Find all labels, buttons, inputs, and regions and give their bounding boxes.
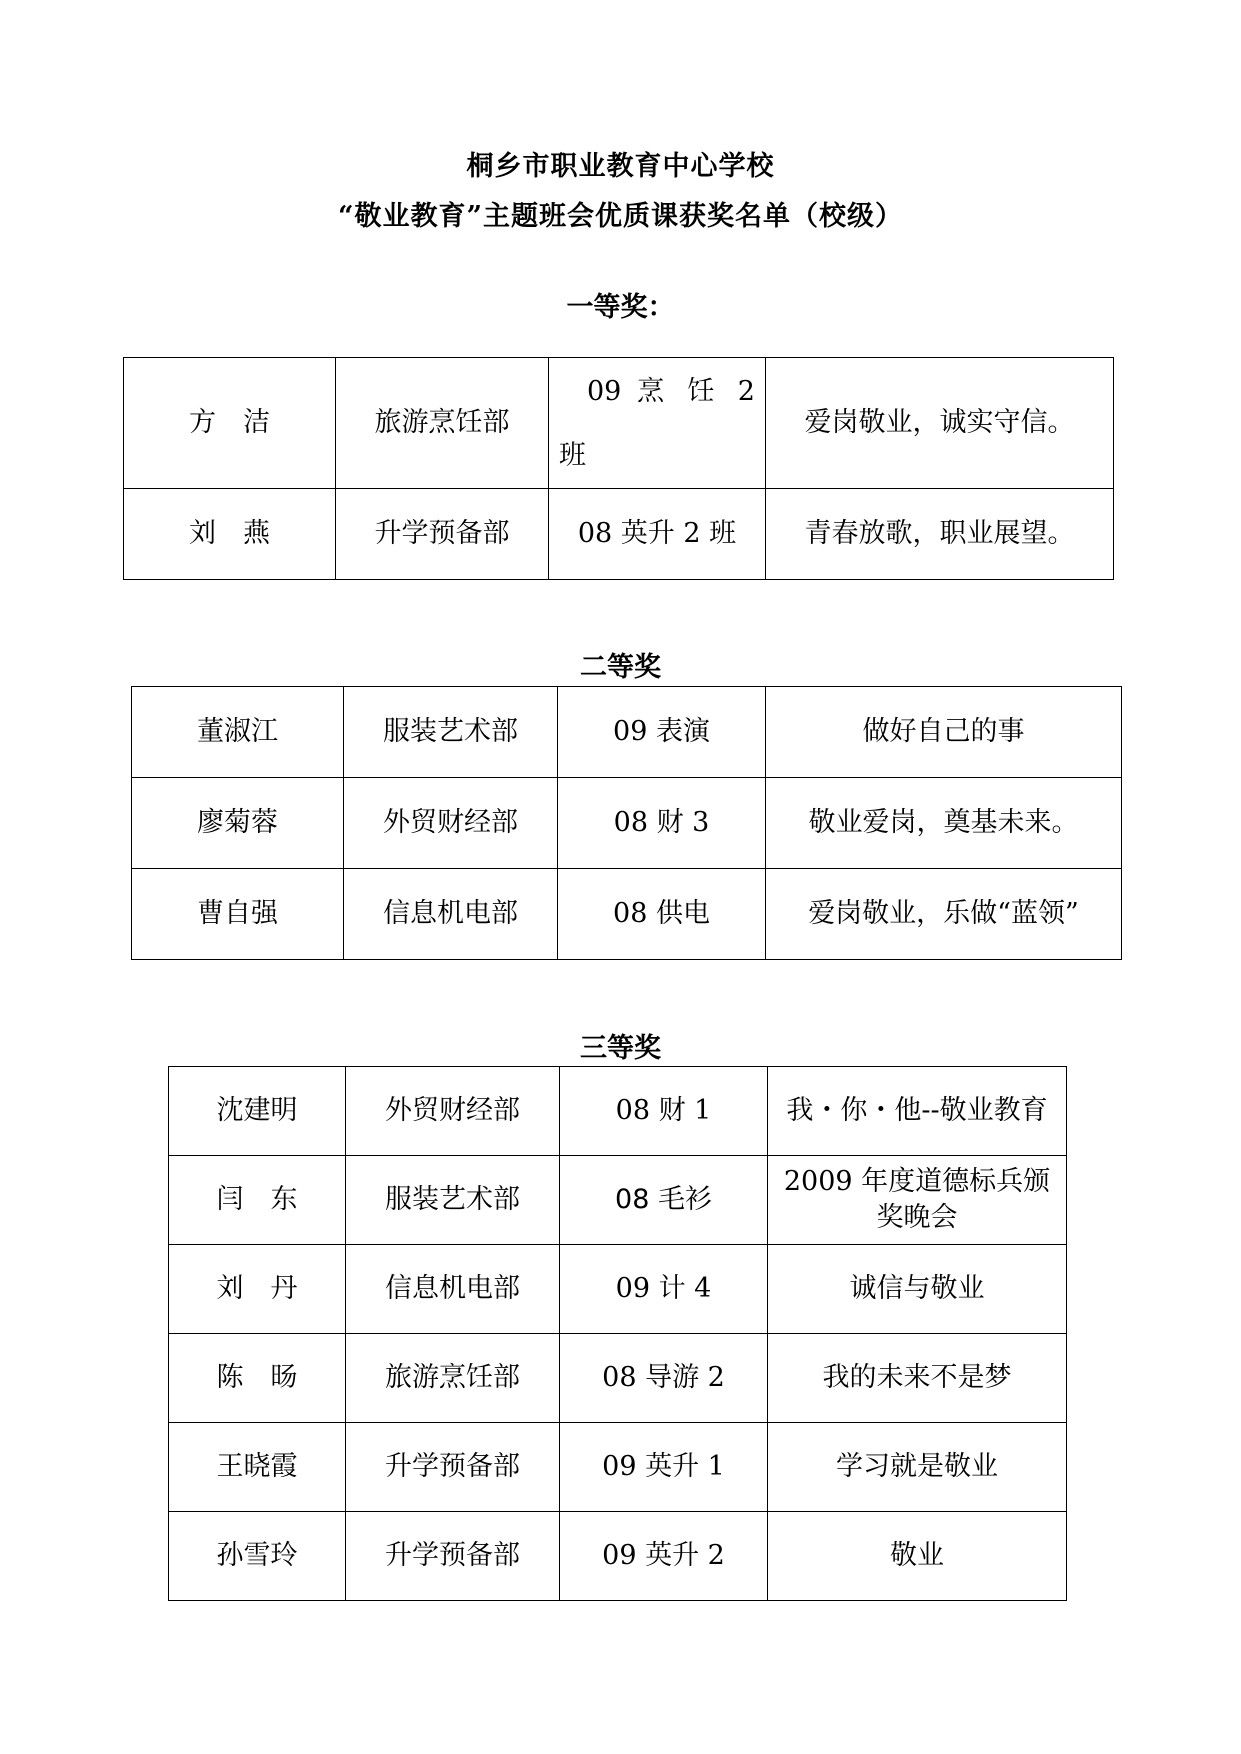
lesson-topic: 我的未来不是梦 xyxy=(768,1334,1067,1423)
department: 升学预备部 xyxy=(346,1423,560,1512)
second-prize-table xyxy=(131,686,1122,960)
second-prize-heading: 二等奖 xyxy=(580,652,661,683)
winner-name: 曹自强 xyxy=(132,869,344,960)
class-name: 09 烹 饪 2 班 xyxy=(549,358,766,489)
lesson-topic: 敬业 xyxy=(768,1512,1067,1601)
table-row xyxy=(132,778,1122,869)
department: 升学预备部 xyxy=(336,489,549,580)
lesson-topic: 2009 年度道德标兵颁奖晚会 xyxy=(768,1156,1067,1245)
department: 服装艺术部 xyxy=(344,687,558,778)
winner-name: 方 洁 xyxy=(124,358,336,489)
first-prize-table xyxy=(123,357,1114,580)
document-subtitle: “敬业教育”主题班会优质课获奖名单（校级） xyxy=(337,201,904,232)
department: 外贸财经部 xyxy=(346,1067,560,1156)
first-prize-heading: 一等奖： xyxy=(566,292,675,323)
winner-name: 刘 燕 xyxy=(124,489,336,580)
class-name: 09 英升 1 xyxy=(560,1423,768,1512)
third-prize-table xyxy=(168,1066,1067,1601)
winner-name: 董淑江 xyxy=(132,687,344,778)
winner-name: 王晓霞 xyxy=(169,1423,346,1512)
lesson-topic: 敬业爱岗，奠基未来。 xyxy=(766,778,1122,869)
class-name: 08 毛衫 xyxy=(560,1156,768,1245)
class-name: 08 供电 xyxy=(558,869,766,960)
class-name: 09 计 4 xyxy=(560,1245,768,1334)
lesson-topic: 爱岗敬业，乐做“蓝领” xyxy=(766,869,1122,960)
lesson-topic: 我・你・他--敬业教育 xyxy=(768,1067,1067,1156)
table-row xyxy=(169,1156,1067,1245)
class-name: 08 财 3 xyxy=(558,778,766,869)
class-name: 08 导游 2 xyxy=(560,1334,768,1423)
lesson-topic: 诚信与敬业 xyxy=(768,1245,1067,1334)
department: 信息机电部 xyxy=(346,1245,560,1334)
winner-name: 闫 东 xyxy=(169,1156,346,1245)
winner-name: 陈 旸 xyxy=(169,1334,346,1423)
lesson-topic: 青春放歌，职业展望。 xyxy=(766,489,1114,580)
winner-name: 刘 丹 xyxy=(169,1245,346,1334)
department: 外贸财经部 xyxy=(344,778,558,869)
third-prize-heading: 三等奖 xyxy=(580,1033,661,1064)
table-row xyxy=(124,358,1114,489)
department: 升学预备部 xyxy=(346,1512,560,1601)
lesson-topic: 爱岗敬业，诚实守信。 xyxy=(766,358,1114,489)
table-row xyxy=(169,1067,1067,1156)
class-name: 09 表演 xyxy=(558,687,766,778)
table-row xyxy=(132,869,1122,960)
class-name: 08 财 1 xyxy=(560,1067,768,1156)
lesson-topic: 做好自己的事 xyxy=(766,687,1122,778)
table-row xyxy=(169,1334,1067,1423)
winner-name: 廖菊蓉 xyxy=(132,778,344,869)
winner-name: 孙雪玲 xyxy=(169,1512,346,1601)
school-title: 桐乡市职业教育中心学校 xyxy=(466,151,775,182)
department: 信息机电部 xyxy=(344,869,558,960)
table-row xyxy=(169,1423,1067,1512)
table-row xyxy=(132,687,1122,778)
lesson-topic: 学习就是敬业 xyxy=(768,1423,1067,1512)
table-row xyxy=(124,489,1114,580)
department: 旅游烹饪部 xyxy=(346,1334,560,1423)
department: 旅游烹饪部 xyxy=(336,358,549,489)
table-row xyxy=(169,1512,1067,1601)
table-row xyxy=(169,1245,1067,1334)
winner-name: 沈建明 xyxy=(169,1067,346,1156)
class-name: 08 英升 2 班 xyxy=(549,489,766,580)
department: 服装艺术部 xyxy=(346,1156,560,1245)
class-name: 09 英升 2 xyxy=(560,1512,768,1601)
